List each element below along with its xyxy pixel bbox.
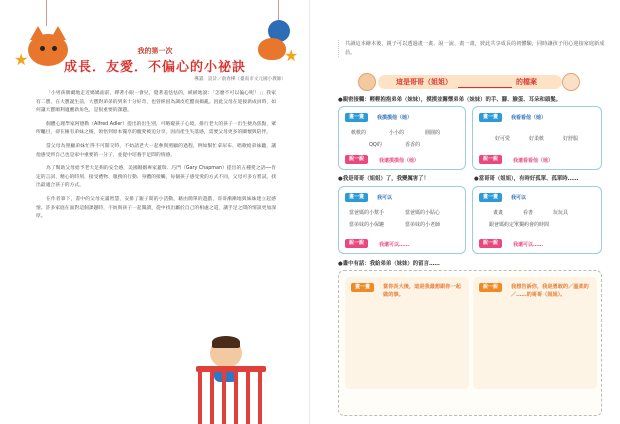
box-label: 我摸摸他（她）: [377, 115, 413, 121]
draw-tag: 畫一畫: [351, 283, 374, 292]
draw-tag: 畫一畫: [345, 113, 368, 122]
word: 好舒服: [563, 136, 579, 142]
paragraph: 為了幫助父母給予老大足夠的安全感，美國婚姻專家蓋瑞．巧門（Gary Chapman）提出的五種愛之語──肯定的言詞、精心的時刻、接受禮物、服務的行動、身體的接觸，每個孩子感受愛的方式不同，父母可多方嘗試，找出最適合孩子的方式。: [36, 166, 276, 189]
draw-tag: 畫一畫: [345, 193, 368, 202]
intro-text: 共讀這本繪本後，親子可以透過畫一畫、說一說、畫一畫，彼此共享成長的初體驗，同時讓孩子用心迎接家庭新成員。: [338, 40, 607, 57]
profile-banner: [338, 73, 600, 91]
banner-start: 這是哥哥（姐姐）: [396, 78, 452, 86]
box-label: 我看看他（她）: [511, 115, 547, 121]
draw-box-touch: [338, 106, 466, 170]
paragraph: 個體心理學家阿德勒（Alfred Adler）提出的出生別，可略窺孩子心境。排行老大的孩子一出生便為焦點，眾所矚目，卻在擁有弟妹之後，領悟到原本獨享的寵愛被迫分享，因而產生失落感，需要父母更多的關懷與陪伴。: [36, 121, 276, 136]
message-prompt: 我想告訴你，我是勇敢的／溫柔的／……的哥哥（姐姐）。: [511, 284, 589, 298]
right-page: [310, 0, 620, 424]
say-tag: 說一說: [479, 239, 502, 248]
article-body: [36, 90, 276, 227]
paragraph: 在作者筆下，書中的父母充滿智慧，安排了親子間的小活動，藉由簡單的遊戲，哥哥漸漸地與妹妹建立起感情。許多家庭在面對這個課題時，不妨與孩子一起閱讀，從中找出屬於自己的相處之道，讓手足之間的情誼更加深厚。: [36, 196, 276, 220]
box-label: 我可以: [377, 195, 393, 201]
word: 香香的: [405, 142, 421, 148]
word: 玩玩具: [553, 210, 569, 216]
say-tag: 說一說: [345, 155, 368, 164]
word: 軟軟的: [351, 130, 367, 136]
draw-tag: 畫一畫: [479, 113, 502, 122]
question-2b: ●當哥哥（姐姐），有時好孤單、孤單時……: [474, 176, 579, 182]
word: 跟爸媽約定單獨約會的時間: [489, 222, 550, 228]
star-icon: ★: [284, 46, 299, 65]
message-prompt: 當你長大後，這是我最想跟你一起做的事。: [383, 284, 461, 298]
paragraph: 「小男孩偶爾地走近媽媽面前，睜著小眼一會兒，覺著羞怯怯的，緩緩地說：「怎麼不可以偏心呢！」」我家有二寶，在大寶誕生前，大寶對弟弟的到來十分好奇，也曾經因為調皮吃醋而搗亂。因此父母在迎接新成員時，如何讓大寶順利適應新角色，是很重要的課題。: [36, 91, 276, 114]
word: 當弟妹的小老師: [405, 222, 441, 228]
word: 好可愛: [495, 136, 511, 142]
word: 當爸媽的小幫手: [349, 210, 385, 216]
word: 好柔軟: [529, 136, 545, 142]
say-text: 我還可以……: [379, 242, 410, 248]
paragraph: 當父母為照顧弟妹忙得不可開交時，不妨請老大一起參與照顧的過程，例如幫忙拿尿布、唱歌給弟妹聽，讓他感受到自己也是家中重要的一分子，並從中培養手足間的情感。: [36, 143, 276, 158]
say-tag: 說一說: [479, 283, 502, 292]
say-tag: 說一說: [345, 239, 368, 248]
say-tag: 說一說: [479, 155, 502, 164]
question-2: ●我是哥哥（姐姐）了，我變厲害了！: [338, 176, 429, 182]
banner-end: 的檔案: [516, 78, 537, 86]
question-3: ●畫中有話：我給弟弟（妹妹）的留言……: [338, 261, 440, 267]
word: 畫畫: [493, 210, 504, 216]
word: 圓圓的: [425, 130, 441, 136]
draw-box-look: [472, 106, 602, 170]
word: 看書: [523, 210, 534, 216]
say-text: 我還摸摸他（她）: [379, 158, 420, 164]
series-label: 我的第一次: [137, 47, 173, 55]
draw-tag: 畫一畫: [479, 193, 502, 202]
name-blank-line: [458, 87, 512, 88]
message-left: [345, 277, 469, 389]
hanging-string: [278, 0, 279, 20]
say-text: 我還看看他（她）: [513, 158, 554, 164]
word: 當爸媽的小貼心: [405, 210, 441, 216]
message-right: [473, 277, 597, 389]
question-1: ●親密接觸：輕輕抱抱弟弟（妹妹），摸摸並關懷弟弟（妹妹）的手、腳、臉蛋、耳朵和頭髮。: [338, 97, 562, 103]
say-text: 我還可以……: [513, 242, 544, 248]
draw-box-lonely: [472, 186, 602, 254]
word: QQ的: [369, 142, 382, 148]
crib-illustration: [196, 366, 266, 424]
baby-avatar-icon: [562, 73, 580, 91]
page-title: 成長．友愛．不偏心的小祕訣: [63, 60, 246, 75]
credit-line: 導讀．設計／俞春樺（臺南市文元國小教師）: [194, 77, 286, 82]
box-label: 我可以: [511, 195, 527, 201]
star-icon: ★: [14, 50, 29, 69]
boy-avatar-icon: [358, 73, 376, 91]
word: 當弟妹的小保鑣: [349, 222, 385, 228]
hanging-string: [46, 0, 47, 26]
message-area: [338, 270, 602, 416]
draw-box-can-do: [338, 186, 466, 254]
word: 小小的: [389, 130, 405, 136]
